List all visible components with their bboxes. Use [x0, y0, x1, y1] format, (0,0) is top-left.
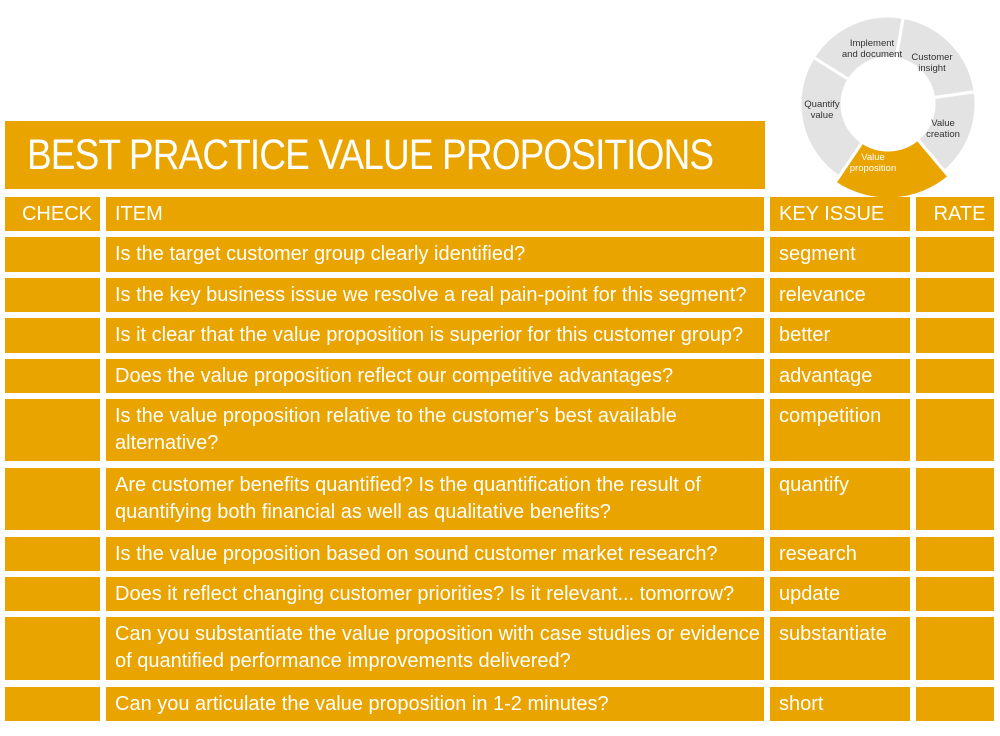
rate-cell[interactable]: [916, 237, 994, 272]
key-issue-cell: [770, 278, 910, 312]
key-issue-text: short: [779, 693, 824, 715]
item-cell: [106, 577, 764, 611]
key-issue-text: quantify: [779, 474, 850, 496]
page-title: BEST PRACTICE VALUE PROPOSITIONS: [27, 131, 714, 179]
check-cell[interactable]: [5, 278, 100, 312]
key-issue-cell: [770, 318, 910, 353]
key-issue-cell: [770, 577, 910, 611]
item-text: of quantified performance improvements delivered?: [115, 650, 571, 672]
item-cell: [106, 278, 764, 312]
cycle-segment-label: Quantify value: [804, 99, 840, 121]
item-cell: [106, 318, 764, 353]
rate-cell[interactable]: [916, 617, 994, 680]
check-cell[interactable]: [5, 318, 100, 353]
key-issue-cell: [770, 617, 910, 680]
item-text: Can you substantiate the value proposition with case studies or evidence: [115, 623, 760, 645]
key-issue-text: update: [779, 583, 841, 605]
item-text: quantifying both financial as well as qualitative benefits?: [115, 501, 611, 523]
key-issue-cell: [770, 359, 910, 393]
key-issue-text: competition: [779, 405, 882, 427]
key-issue-text: better: [779, 324, 831, 346]
rate-cell[interactable]: [916, 278, 994, 312]
item-text: Is the key business issue we resolve a real pain-point for this segment?: [115, 284, 747, 306]
item-cell: [106, 359, 764, 393]
item-text: Is the target customer group clearly identified?: [115, 243, 526, 265]
cycle-segment-label: Implement and document: [841, 38, 903, 60]
rate-cell[interactable]: [916, 359, 994, 393]
key-issue-cell: [770, 687, 910, 721]
header-rate: RATE: [916, 197, 994, 231]
check-cell[interactable]: [5, 468, 100, 530]
item-cell: [106, 237, 764, 272]
check-cell[interactable]: [5, 359, 100, 393]
title-banner: [5, 121, 765, 189]
item-text: Can you articulate the value proposition in 1-2 minutes?: [115, 693, 609, 715]
rate-cell[interactable]: [916, 577, 994, 611]
rate-cell[interactable]: [916, 399, 994, 461]
item-cell: [106, 468, 764, 530]
check-cell[interactable]: [5, 577, 100, 611]
item-cell: [106, 617, 764, 680]
key-issue-text: relevance: [779, 284, 866, 306]
check-cell[interactable]: [5, 399, 100, 461]
key-issue-cell: [770, 399, 910, 461]
check-cell[interactable]: [5, 237, 100, 272]
rate-cell[interactable]: [916, 468, 994, 530]
item-text: Does it reflect changing customer priorities? Is it relevant... tomorrow?: [115, 583, 735, 605]
item-cell: [106, 687, 764, 721]
key-issue-text: segment: [779, 243, 856, 265]
key-issue-text: substantiate: [779, 623, 887, 645]
check-cell[interactable]: [5, 537, 100, 571]
cycle-segment-label: Value creation: [926, 118, 960, 140]
cycle-segment-label: Value proposition: [849, 152, 897, 174]
item-text: Is the value proposition based on sound customer market research?: [115, 543, 718, 565]
key-issue-cell: [770, 468, 910, 530]
header-item: ITEM: [106, 197, 764, 231]
cycle-segment-label: Customer insight: [911, 52, 953, 74]
item-text: Are customer benefits quantified? Is the quantification the result of: [115, 474, 701, 496]
rate-cell[interactable]: [916, 687, 994, 721]
value-cycle-diagram: [790, 4, 986, 200]
item-text: Does the value proposition reflect our competitive advantages?: [115, 365, 674, 387]
rate-cell[interactable]: [916, 318, 994, 353]
item-text: Is it clear that the value proposition is superior for this customer group?: [115, 324, 744, 346]
header-key-issue: KEY ISSUE: [770, 197, 910, 231]
key-issue-text: advantage: [779, 365, 873, 387]
item-text: Is the value proposition relative to the customer’s best available: [115, 405, 677, 427]
item-cell: [106, 537, 764, 571]
key-issue-text: research: [779, 543, 857, 565]
check-cell[interactable]: [5, 687, 100, 721]
check-cell[interactable]: [5, 617, 100, 680]
item-text: alternative?: [115, 432, 219, 454]
item-cell: [106, 399, 764, 461]
header-check: CHECK: [5, 197, 100, 231]
rate-cell[interactable]: [916, 537, 994, 571]
key-issue-cell: [770, 237, 910, 272]
key-issue-cell: [770, 537, 910, 571]
